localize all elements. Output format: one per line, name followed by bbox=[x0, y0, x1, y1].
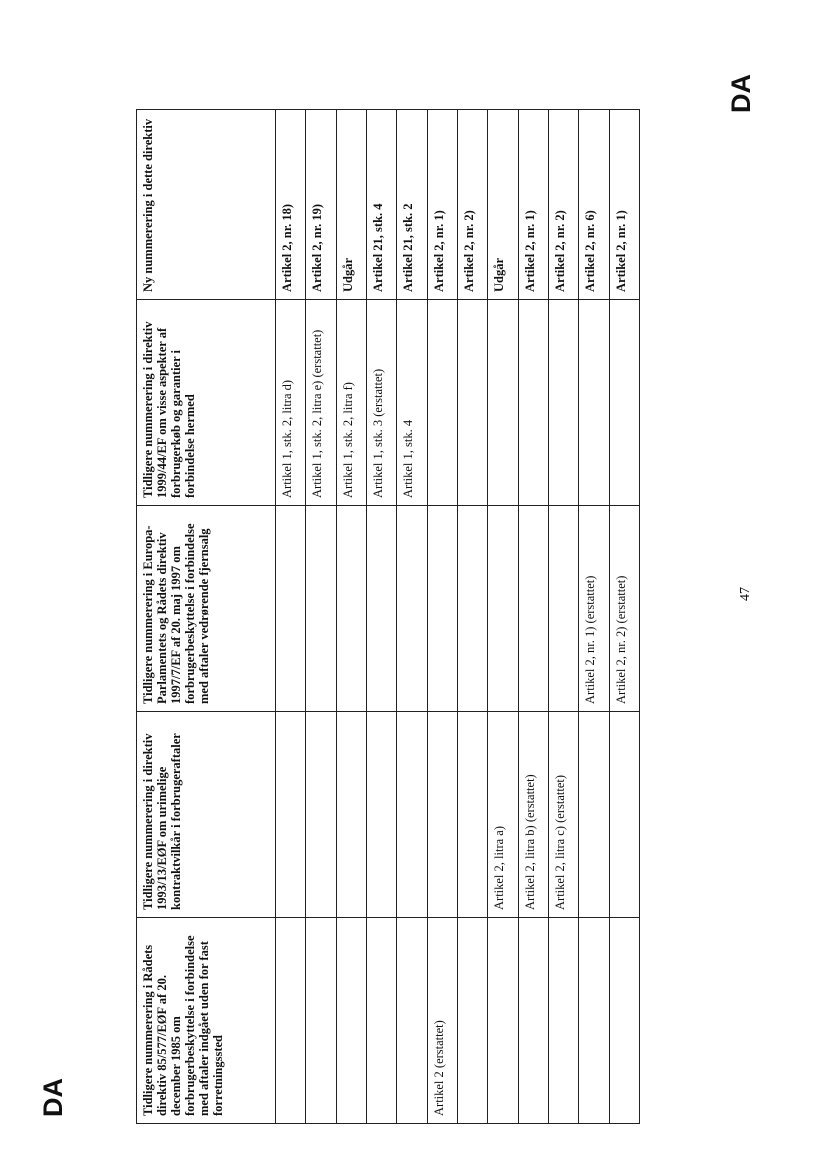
header-new-numbering: Ny nummerering i dette direktiv bbox=[137, 110, 276, 300]
table-cell bbox=[488, 300, 518, 506]
table-row bbox=[579, 110, 609, 1124]
table-cell: Artikel 2, nr. 2) (erstattet) bbox=[609, 506, 639, 712]
table-cell bbox=[397, 918, 427, 1124]
table-cell: Artikel 1, stk. 4 bbox=[397, 300, 427, 506]
table-cell bbox=[457, 918, 487, 1124]
table-cell-new: Artikel 2, nr. 6) bbox=[579, 110, 609, 300]
table-cell bbox=[336, 712, 366, 918]
table-row bbox=[427, 110, 457, 1124]
table-cell bbox=[518, 506, 548, 712]
table-cell-new: Udgår bbox=[488, 110, 518, 300]
table-cell bbox=[336, 918, 366, 1124]
table-header-row bbox=[137, 110, 276, 1124]
table-cell bbox=[427, 712, 457, 918]
table-row bbox=[609, 110, 639, 1124]
table-cell-new: Artikel 2, nr. 2) bbox=[548, 110, 578, 300]
table-cell: Artikel 2, litra c) (erstattet) bbox=[548, 712, 578, 918]
table-cell bbox=[457, 712, 487, 918]
table-cell bbox=[548, 918, 578, 1124]
table-cell bbox=[579, 712, 609, 918]
table-cell bbox=[548, 506, 578, 712]
table-cell: Artikel 2 (erstattet) bbox=[427, 918, 457, 1124]
table-cell bbox=[609, 918, 639, 1124]
table-cell bbox=[276, 712, 306, 918]
table-cell: Artikel 1, stk. 2, litra d) bbox=[276, 300, 306, 506]
table-cell bbox=[397, 506, 427, 712]
table-cell: Artikel 1, stk. 3 (erstattet) bbox=[366, 300, 396, 506]
table-cell bbox=[397, 712, 427, 918]
table-cell bbox=[366, 712, 396, 918]
table-row bbox=[548, 110, 578, 1124]
table-cell bbox=[609, 300, 639, 506]
header-1993-13: Tidligere nummerering i direktiv 1993/13/EØF om urimelige kontraktvilkår i forbrugeraftaler bbox=[137, 712, 276, 918]
header-85-577: Tidligere nummerering i Rådets direktiv 85/577/EØF af 20. december 1985 om forbrugerbeskyttelse i forbindelse med aftaler indgået uden for fast forretningssted bbox=[137, 918, 276, 1124]
table-cell-new: Artikel 21, stk. 2 bbox=[397, 110, 427, 300]
table-row bbox=[397, 110, 427, 1124]
table-cell: Artikel 2, litra b) (erstattet) bbox=[518, 712, 548, 918]
table-cell bbox=[306, 712, 336, 918]
table-cell bbox=[609, 712, 639, 918]
table-cell bbox=[427, 506, 457, 712]
language-code-top: DA bbox=[726, 74, 756, 113]
table-cell: Artikel 2, litra a) bbox=[488, 712, 518, 918]
table-cell bbox=[306, 918, 336, 1124]
header-1999-44: Tidligere nummerering i direktiv 1999/44/EF om visse aspekter af forbrugerkøb og garantier i forbindelse hermed bbox=[137, 300, 276, 506]
table-cell bbox=[276, 918, 306, 1124]
language-code-bottom: DA bbox=[38, 1078, 68, 1117]
table-cell-new: Artikel 2, nr. 1) bbox=[609, 110, 639, 300]
table-cell bbox=[336, 506, 366, 712]
table-row bbox=[457, 110, 487, 1124]
table-cell bbox=[427, 300, 457, 506]
table-cell bbox=[548, 300, 578, 506]
table-cell-new: Udgår bbox=[336, 110, 366, 300]
table-cell: Artikel 1, stk. 2, litra f) bbox=[336, 300, 366, 506]
table-cell bbox=[518, 300, 548, 506]
table-row bbox=[518, 110, 548, 1124]
table-cell-new: Artikel 2, nr. 1) bbox=[518, 110, 548, 300]
table-cell: Artikel 1, stk. 2, litra e) (erstattet) bbox=[306, 300, 336, 506]
table-cell bbox=[579, 300, 609, 506]
correlation-table-container bbox=[136, 110, 640, 1124]
table-cell bbox=[306, 506, 336, 712]
correlation-table bbox=[136, 109, 640, 1124]
table-cell-new: Artikel 21, stk. 4 bbox=[366, 110, 396, 300]
table-cell bbox=[488, 918, 518, 1124]
table-cell: Artikel 2, nr. 1) (erstattet) bbox=[579, 506, 609, 712]
table-cell-new: Artikel 2, nr. 19) bbox=[306, 110, 336, 300]
table-row bbox=[276, 110, 306, 1124]
table-cell bbox=[579, 918, 609, 1124]
table-cell bbox=[276, 506, 306, 712]
table-cell-new: Artikel 2, nr. 18) bbox=[276, 110, 306, 300]
table-cell bbox=[457, 300, 487, 506]
table-row bbox=[306, 110, 336, 1124]
table-cell bbox=[518, 918, 548, 1124]
table-row bbox=[488, 110, 518, 1124]
table-cell bbox=[457, 506, 487, 712]
table-cell-new: Artikel 2, nr. 2) bbox=[457, 110, 487, 300]
header-1997-7: Tidligere nummerering i Europa-Parlamentets og Rådets direktiv 1997/7/EF af 20. maj 1997 om forbrugerbeskyttelse i forbindelse med aftaler vedrørende fjernsalg bbox=[137, 506, 276, 712]
table-cell bbox=[366, 506, 396, 712]
table-cell bbox=[488, 506, 518, 712]
table-row bbox=[336, 110, 366, 1124]
table-row bbox=[366, 110, 396, 1124]
table-cell bbox=[366, 918, 396, 1124]
page-number: 47 bbox=[738, 587, 753, 601]
table-cell-new: Artikel 2, nr. 1) bbox=[427, 110, 457, 300]
